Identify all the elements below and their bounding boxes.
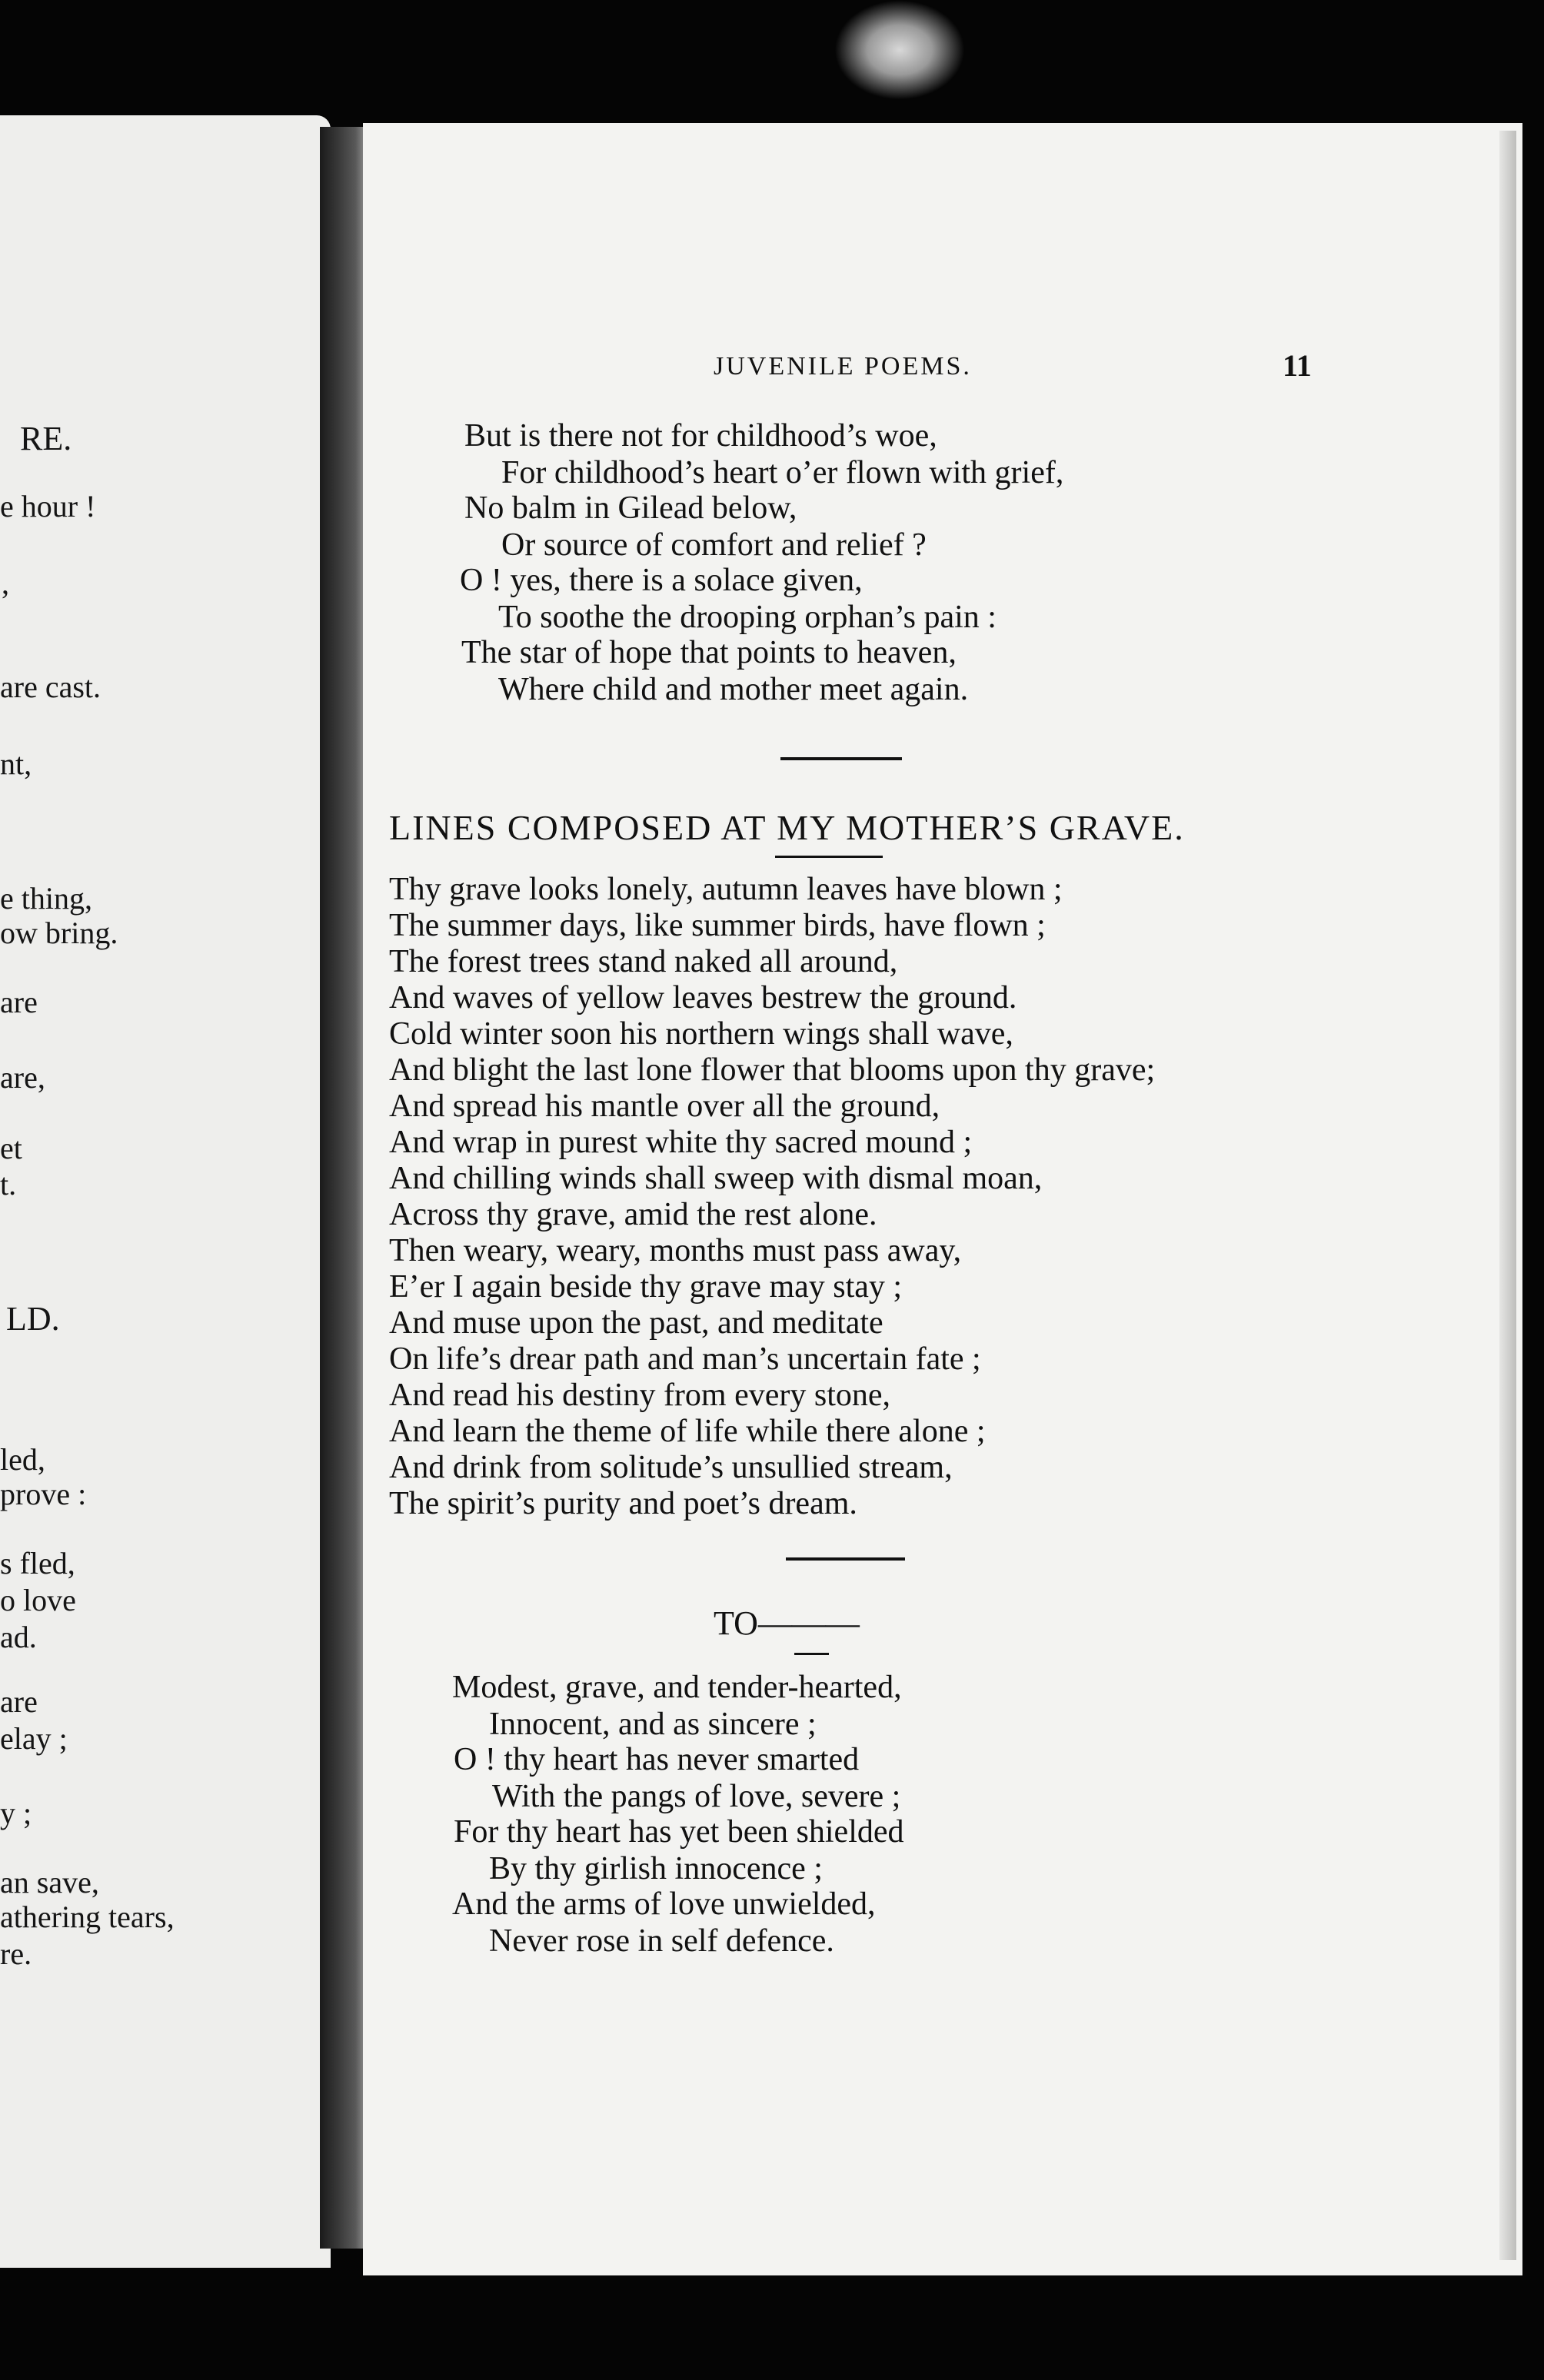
- verse-line: Thy grave looks lonely, autumn leaves have blown ;: [389, 872, 1063, 907]
- verse-line: And muse upon the past, and meditate: [389, 1305, 883, 1341]
- verse-line: And drink from solitude’s unsullied stream,: [389, 1450, 953, 1485]
- left-fragment: y ;: [0, 1796, 32, 1830]
- title-underline: [794, 1653, 829, 1655]
- verse-line: O ! thy heart has never smarted: [454, 1742, 860, 1777]
- verse-line: And blight the last lone flower that blooms upon thy grave;: [389, 1052, 1156, 1088]
- verse-line: The forest trees stand naked all around,: [389, 944, 898, 979]
- left-fragment: et: [0, 1131, 22, 1165]
- verse-line: And spread his mantle over all the ground,: [389, 1089, 940, 1124]
- left-fragment: e hour !: [0, 489, 96, 524]
- verse-line: And read his destiny from every stone,: [389, 1378, 891, 1413]
- verse-line: And the arms of love unwielded,: [452, 1886, 876, 1922]
- poem-title: LINES COMPOSED AT MY MOTHER’S GRAVE.: [389, 808, 1185, 847]
- left-fragment: are,: [0, 1060, 45, 1095]
- verse-line: Cold winter soon his northern wings shall wave,: [389, 1016, 1013, 1052]
- section-divider: [786, 1557, 905, 1561]
- title-underline: [775, 856, 883, 858]
- left-fragment: elay ;: [0, 1721, 68, 1756]
- left-fragment: athering tears,: [0, 1900, 175, 1934]
- left-fragment: RE.: [20, 420, 72, 457]
- verse-line: Across thy grave, amid the rest alone.: [389, 1197, 877, 1232]
- page-number: 11: [1283, 348, 1312, 383]
- verse-line: Innocent, and as sincere ;: [489, 1707, 817, 1742]
- verse-line: O ! yes, there is a solace given,: [460, 563, 863, 598]
- verse-line: E’er I again beside thy grave may stay ;: [389, 1269, 903, 1305]
- verse-line: And learn the theme of life while there alone ;: [389, 1414, 986, 1449]
- verse-line: But is there not for childhood’s woe,: [464, 418, 937, 454]
- verse-line: To soothe the drooping orphan’s pain :: [498, 600, 997, 635]
- left-fragment: o love: [0, 1583, 76, 1617]
- left-fragment: an save,: [0, 1865, 99, 1900]
- page-edge: [1499, 131, 1516, 2260]
- verse-line: By thy girlish innocence ;: [489, 1851, 823, 1886]
- verse-line: Or source of comfort and relief ?: [501, 527, 927, 563]
- left-fragment: re.: [0, 1936, 32, 1971]
- verse-line: Modest, grave, and tender-hearted,: [452, 1670, 902, 1705]
- left-fragment: ow bring.: [0, 916, 118, 950]
- poem-title: TO———: [714, 1604, 860, 1642]
- running-title: JUVENILE POEMS.: [714, 352, 972, 381]
- left-fragment: prove :: [0, 1477, 87, 1511]
- verse-line: For childhood’s heart o’er flown with grief,: [501, 455, 1064, 490]
- left-fragment: led,: [0, 1442, 45, 1477]
- left-fragment: nt,: [0, 746, 32, 781]
- verse-line: Where child and mother meet again.: [498, 672, 969, 707]
- left-fragment: LD.: [6, 1300, 60, 1338]
- verse-line: And waves of yellow leaves bestrew the ground.: [389, 980, 1017, 1015]
- verse-line: With the pangs of love, severe ;: [492, 1779, 901, 1814]
- verse-line: On life’s drear path and man’s uncertain fate ;: [389, 1341, 981, 1377]
- left-fragment: are cast.: [0, 670, 101, 704]
- verse-line: The summer days, like summer birds, have flown ;: [389, 908, 1046, 943]
- verse-line: For thy heart has yet been shielded: [454, 1814, 904, 1850]
- left-fragment: ,: [2, 566, 9, 600]
- verse-line: And wrap in purest white thy sacred mound ;: [389, 1125, 973, 1160]
- left-fragment: e thing,: [0, 881, 92, 916]
- verse-line: The star of hope that points to heaven,: [461, 635, 957, 670]
- left-fragment: t.: [0, 1167, 17, 1202]
- left-fragment: s fled,: [0, 1546, 75, 1581]
- section-divider: [780, 757, 902, 760]
- verse-line: Then weary, weary, months must pass away,: [389, 1233, 962, 1268]
- page-stain: [834, 0, 965, 100]
- left-fragment: ad.: [0, 1620, 37, 1654]
- verse-line: And chilling winds shall sweep with dismal moan,: [389, 1161, 1043, 1196]
- left-fragment: are: [0, 985, 38, 1019]
- verse-line: Never rose in self defence.: [489, 1923, 834, 1959]
- book-gutter: [320, 127, 368, 2249]
- verse-line: No balm in Gilead below,: [464, 490, 797, 526]
- verse-line: The spirit’s purity and poet’s dream.: [389, 1486, 857, 1521]
- left-fragment: are: [0, 1684, 38, 1719]
